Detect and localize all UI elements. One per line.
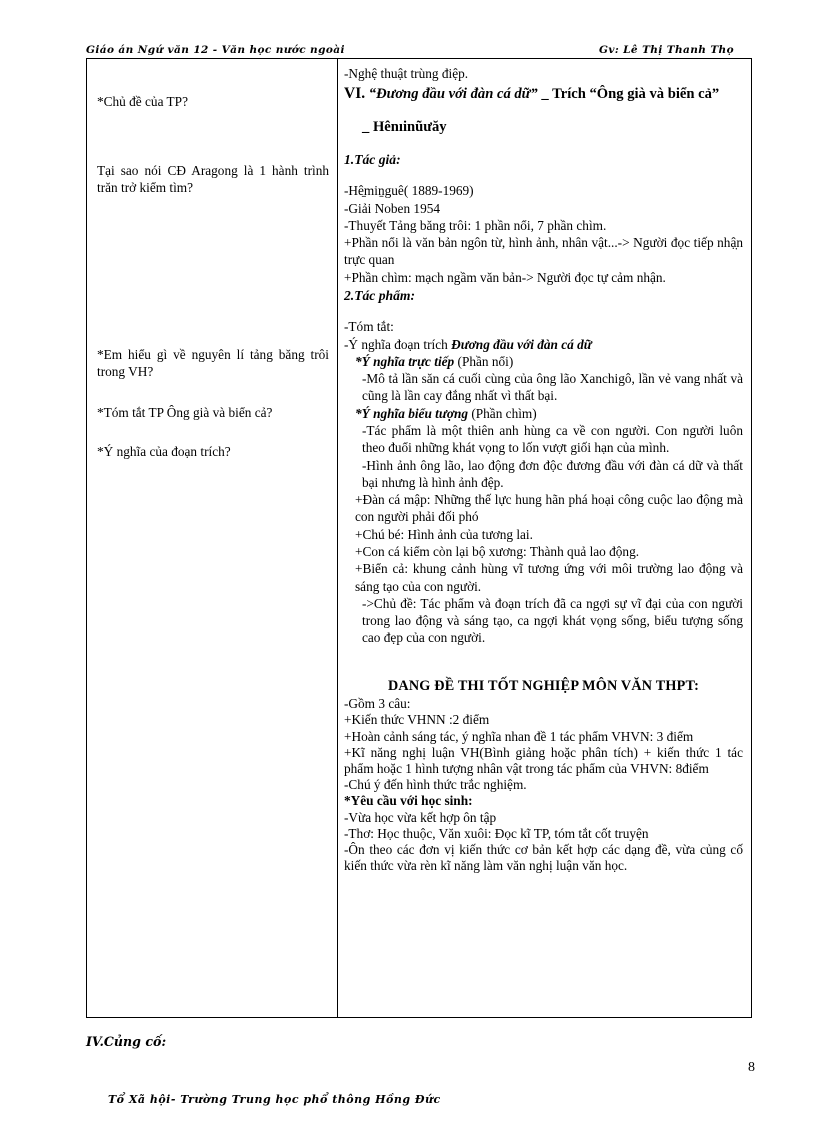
question-item: *Ý nghĩa của đoạn trích?: [97, 444, 231, 460]
page-number: 8: [748, 1060, 755, 1075]
content-line: +Hoàn cảnh sáng tác, ý nghĩa nhan đề 1 tác phẩm VHVN: 3 điểm: [344, 728, 694, 744]
content-line: -Vừa học vừa kết hợp ôn tập: [344, 809, 497, 825]
content-line: -Hê̱miṉguê( 1889-1969): [344, 183, 474, 199]
section-title-after: _ Trích “Ông già và biển cả”: [541, 86, 720, 103]
meaning-heading: [344, 336, 743, 353]
question-item: *Chủ đề của TP?: [97, 94, 188, 109]
meaning-heading-title: Đương đầu với đàn cá dữ: [451, 336, 592, 352]
header-left-text: Giáo án Ngứ văn 12 - Văn học nước ngoài: [86, 44, 345, 56]
content-line: -Tác phẩm là một thiên anh hùng ca về con người. Con người luôn theo đuổi những khát vọng to lốn vượt giối hạn của mình.: [362, 422, 743, 456]
section-heading: [344, 84, 743, 103]
direct-meaning-note: (Phần nổi): [454, 353, 514, 369]
content-line: -Mô tả lần săn cá cuối cùng của ông lão Xanchigô, lần vẻ vang nhất và cũng là lần cay đắng nhất vì thất bại.: [362, 371, 743, 404]
exam-block-title: DANG ĐỀ THI TỐT NGHIỆP MÔN VĂN THPT:: [387, 677, 700, 694]
content-line: +Chú bé: Hình ảnh của tương lai.: [355, 526, 533, 542]
content-line: -Hình ảnh ông lão, lao động đơn độc đương đầu với đàn cá dữ và thất bại nhưng là hình ảnh đệp.: [362, 457, 743, 490]
consolidation-heading: IV.Củng cố:: [86, 1034, 167, 1049]
question-item: *Tóm tắt TP Ông già và biển cả?: [97, 405, 273, 421]
symbolic-meaning-note: (Phần chìm): [468, 405, 537, 421]
content-line: -Chú ý đến hình thức trắc nghiệm.: [344, 777, 527, 793]
header-right-text: Gv: Lê Thị Thanh Thọ: [598, 44, 734, 56]
content-line: -Gồm 3 câu:: [344, 696, 411, 712]
author-heading: 1.Tác giả:: [344, 152, 401, 168]
content-line: -Thuyết Tảng băng trôi: 1 phần nổi, 7 phần chìm.: [344, 217, 607, 233]
content-line: +Đàn cá mập: Những thế lực hung hãn phá hoại công cuộc lao động mà con người phải đối phó: [355, 492, 743, 525]
content-line: -Ôn theo các đơn vị kiến thức cơ bản kết hợp các dạng đề, vừa củng cố kiến thức vừa rèn kĩ năng làm văn nghị luận văn học.: [344, 842, 743, 874]
content-line: +Phần chìm: mạch ngầm văn bản-> Người đọc tự cảm nhận.: [344, 269, 666, 285]
content-line: ->Chủ đề: Tác phẩm và đoạn trích đã ca ngợi sự vĩ đại của con người trong lao động và sáng tạo, ca ngợi khát vọng sống, biểu tượng sống cao đẹp của con người.: [362, 595, 743, 646]
meaning-heading-prefix: -Ý nghĩa đoạn trích: [344, 336, 452, 352]
content-line: +Kĩ năng nghị luận VH(Bình giảng hoặc phân tích) + kiến thức 1 tác phẩm hoặc 1 hình tượng nhân vật trong tác phẩm của VHVN: 8điểm: [344, 744, 743, 776]
content-line: -Giải Noben 1954: [344, 200, 441, 216]
direct-meaning-label: *Ý nghĩa trực tiếp: [355, 353, 455, 369]
work-heading: 2.Tác phẩm:: [344, 288, 415, 304]
content-line: -Nghệ thuật trùng điệp.: [344, 66, 469, 81]
content-line: +Con cá kiểm còn lại bộ xương: Thành quả lao động.: [355, 543, 640, 559]
table-column-content: [338, 59, 751, 1017]
section-title-quoted: “Đương đầu với đàn cá dữ”: [368, 86, 538, 103]
table-column-questions: [87, 59, 338, 1017]
content-line: -Thơ: Học thuộc, Văn xuôi: Đọc kĩ TP, tóm tắt cốt truyện: [344, 825, 649, 841]
question-item: Tại sao nói CĐ Aragong là 1 hành trình trăn trở kiểm tìm?: [97, 163, 329, 196]
content-line: +Biển cả: khung cảnh hùng vĩ tương ứng với môi trường lao động và sáng tạo của con người.: [355, 561, 743, 594]
lesson-plan-table: [86, 58, 752, 1018]
section-number: VI.: [344, 85, 366, 103]
document-header: [86, 44, 734, 56]
document-footer: Tổ Xã hội- Trường Trung học phổ thông Hồng Đức: [108, 1093, 441, 1106]
content-line: +Kiến thức VHNN :2 điểm: [344, 712, 490, 728]
direct-meaning-heading: [344, 353, 743, 370]
content-line: -Tóm tắt:: [344, 319, 394, 335]
symbolic-meaning-label: *Ý nghĩa biểu tượng: [355, 405, 469, 421]
content-line: +Phần nổi là văn bản ngôn từ, hình ảnh, nhân vật...-> Người đọc tiếp nhậ̣n trực quan: [344, 235, 743, 268]
student-requirements-heading: *Yêu cầu với học sinh:: [344, 793, 473, 809]
section-heading-line2: _ Hênıinũưăy: [362, 119, 447, 136]
question-item: *Em hiểu gì về nguyên lí tảng băng trôi trong VH?: [97, 347, 329, 380]
symbolic-meaning-heading: [344, 405, 743, 422]
